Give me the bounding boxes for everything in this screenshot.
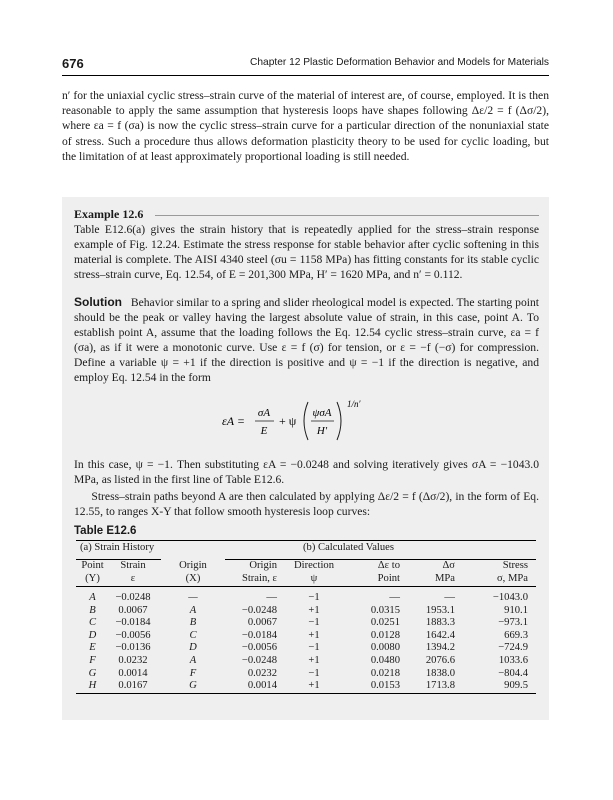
header-rule xyxy=(62,75,549,76)
table-cell: −1043.0 xyxy=(492,592,528,603)
table-title: Table E12.6 xyxy=(74,525,137,537)
table-cell: B xyxy=(189,617,197,629)
table-cell: B xyxy=(89,604,96,616)
intro-paragraph: n′ for the uniaxial cyclic stress–strain curve of the material of interest are, of course, employed. It is then reasonable to apply the same assumption that hysteresis loops have shapes following Δε/2 = f (Δσ/2), where εa = f (σa) is now the cyclic stress–strain curve for a particular direction of the nonuniaxial state of stress. Such a procedure thus allows deformation plasticity theory to be used for cyclic loading, but the limitation of at least approximately proportional loading is still needed. xyxy=(62,89,549,163)
table-cell: 0.0067 xyxy=(118,604,148,616)
example-title: Example 12.6 xyxy=(74,207,144,221)
table-row xyxy=(76,655,536,668)
table-cell: −0.0136 xyxy=(115,642,151,654)
table-cell: −1 xyxy=(308,642,320,654)
column-header: MPa xyxy=(406,573,461,587)
table-cell: +1 xyxy=(308,604,320,616)
table-cell: 910.1 xyxy=(504,604,528,616)
table-cell: 0.0153 xyxy=(345,680,406,693)
column-header: Δσ xyxy=(442,560,455,572)
table-row xyxy=(76,668,536,681)
running-header xyxy=(62,54,549,76)
table-cell: — xyxy=(188,592,198,603)
header-row-2 xyxy=(76,573,536,587)
table-cell: 1838.0 xyxy=(425,667,455,679)
table-cell: 669.3 xyxy=(504,629,528,641)
table-row xyxy=(76,680,536,693)
table-cell: H xyxy=(76,680,109,693)
table-cell: −804.4 xyxy=(498,667,528,679)
solution-label: Solution xyxy=(74,295,122,309)
table-cell: G xyxy=(161,680,225,693)
table-cell: F xyxy=(189,667,197,679)
table-cell: 0.0128 xyxy=(370,629,400,641)
table-cell: 0.0218 xyxy=(370,667,400,679)
eq-left-paren xyxy=(304,402,308,440)
table-cell: 0.0014 xyxy=(118,667,148,679)
table-cell: −973.1 xyxy=(498,617,528,629)
column-header: (Y) xyxy=(76,573,109,587)
column-header: Origin xyxy=(249,560,277,572)
table-cell: C xyxy=(88,617,97,629)
column-header: ψ xyxy=(283,573,345,587)
table-cell: — xyxy=(266,592,277,603)
column-header: ε xyxy=(109,573,161,587)
column-header: Origin xyxy=(179,559,207,571)
table-cell: −0.0056 xyxy=(115,629,151,641)
table-cell: 1883.3 xyxy=(425,617,455,629)
table-cell: 0.0232 xyxy=(118,654,148,666)
equation-12-54 xyxy=(222,397,392,445)
example-title-rule xyxy=(155,215,539,216)
page-number: 676 xyxy=(62,56,84,71)
table-cell: 909.5 xyxy=(461,680,536,693)
table-cell: 0.0167 xyxy=(109,680,161,693)
after-equation-text-2: Stress–strain paths beyond A are then calculated by applying Δε/2 = f (Δσ/2), in the form of Eq. 12.55, to ranges X-Y that follow smooth hysteresis loop curves: xyxy=(74,490,539,519)
eq-exponent: 1/n′ xyxy=(347,399,361,409)
table-row xyxy=(76,630,536,643)
eq-num2: ψσA xyxy=(312,407,332,419)
table-cell: +1 xyxy=(308,654,320,666)
table-cell: 1953.1 xyxy=(425,604,455,616)
table-cell: −724.9 xyxy=(498,642,528,654)
table-cell: — xyxy=(444,592,455,603)
table-cell: D xyxy=(189,642,197,654)
header-row-1 xyxy=(76,560,536,574)
example-box xyxy=(62,197,549,720)
column-header: Δε to xyxy=(377,560,400,572)
group-header-b: (b) Calculated Values xyxy=(161,541,536,557)
table-cell: 0.0067 xyxy=(247,617,277,629)
eq-den1: E xyxy=(260,425,268,437)
column-header: Direction xyxy=(293,560,334,572)
eq-den2: H′ xyxy=(316,425,328,437)
table-cell: — xyxy=(389,592,400,603)
table-cell: C xyxy=(189,629,197,641)
table-cell: 0.0014 xyxy=(225,680,283,693)
chapter-title: Chapter 12 Plastic Deformation Behavior and Models for Materials xyxy=(250,57,549,68)
table-cell: −1 xyxy=(308,592,320,603)
example-problem: Table E12.6(a) gives the strain history that is repeatedly applied for the stress–strain response example of Fig. 12.24. Estimate the stress response for stable behavior after cyclic softening in this material is complete. The AISI 4340 steel (σu = 1158 MPa) has fitting constants for its stable cyclic stress–strain curve, Eq. 12.54, of E = 201,300 MPa, H′ = 1620 MPa, and n′ = 0.112. xyxy=(74,223,539,282)
table-cell: 0.0251 xyxy=(370,617,400,629)
table-cell: D xyxy=(88,629,97,641)
table-body xyxy=(76,592,536,693)
eq-lhs: εA = xyxy=(222,414,245,428)
table-cell: +1 xyxy=(308,629,320,641)
column-header: σ, MPa xyxy=(461,573,536,587)
table-cell: 1642.4 xyxy=(425,629,455,641)
column-header: Strain xyxy=(120,560,146,572)
column-header: Strain, ε xyxy=(225,573,283,587)
table-cell: 1394.2 xyxy=(425,642,455,654)
table-cell: 2076.6 xyxy=(425,654,455,666)
table-cell: A xyxy=(189,654,197,666)
table-cell: A xyxy=(89,592,96,603)
table-cell: 0.0480 xyxy=(370,654,400,666)
table-cell: 1713.8 xyxy=(406,680,461,693)
table-cell: −0.0184 xyxy=(241,629,277,641)
table-cell: −0.0184 xyxy=(115,617,151,629)
table-cell: +1 xyxy=(283,680,345,693)
eq-right-paren xyxy=(337,402,341,440)
table-cell: F xyxy=(89,654,96,666)
table-cell: 0.0080 xyxy=(370,642,400,654)
table-row xyxy=(76,592,536,605)
table-cell: −0.0248 xyxy=(115,592,151,603)
column-header: Point xyxy=(345,573,406,587)
table-row xyxy=(76,617,536,630)
solution-text: Behavior similar to a spring and slider rheological model is expected. The starting point should be the peak or valley having the largest absolute value of strain, in this case, point A. To establish point A, assume that the loading follows the Eq. 12.54 cyclic stress–strain curve, εa = f (σa), as if it were a monotonic curve. Use ε = f (σ) for tension, or ε = −f (−σ) for compression. Define a variable ψ = +1 if the direction is positive and ψ = −1 if the direction is negative, and employ Eq. 12.54 in the form xyxy=(74,296,539,385)
table-row xyxy=(76,642,536,655)
table-row xyxy=(76,605,536,618)
table-cell: 1033.6 xyxy=(498,654,528,666)
table-cell: 0.0315 xyxy=(370,604,400,616)
column-header: (X) xyxy=(161,573,225,587)
data-table xyxy=(76,540,536,694)
column-header: Stress xyxy=(502,560,528,572)
table-cell: −1 xyxy=(308,667,320,679)
eq-num1: σA xyxy=(257,407,271,419)
solution-paragraph xyxy=(74,295,539,386)
group-header-a: (a) Strain History xyxy=(76,541,161,557)
table-cell: A xyxy=(189,604,197,616)
table-cell: 0.0232 xyxy=(247,667,277,679)
column-header: Point xyxy=(81,560,104,572)
table-cell: −0.0248 xyxy=(241,604,277,616)
after-equation-text-1: In this case, ψ = −1. Then substituting εA = −0.0248 and solving iteratively gives σA = −1043.0 MPa, as listed in the first line of Table E12.6. xyxy=(74,458,539,487)
eq-plus-psi: + ψ xyxy=(279,414,297,428)
table-cell: −1 xyxy=(308,617,320,629)
table-cell: E xyxy=(89,642,96,654)
table-cell: −0.0056 xyxy=(241,642,277,654)
table-cell: −0.0248 xyxy=(241,654,277,666)
table-cell: G xyxy=(88,667,97,679)
